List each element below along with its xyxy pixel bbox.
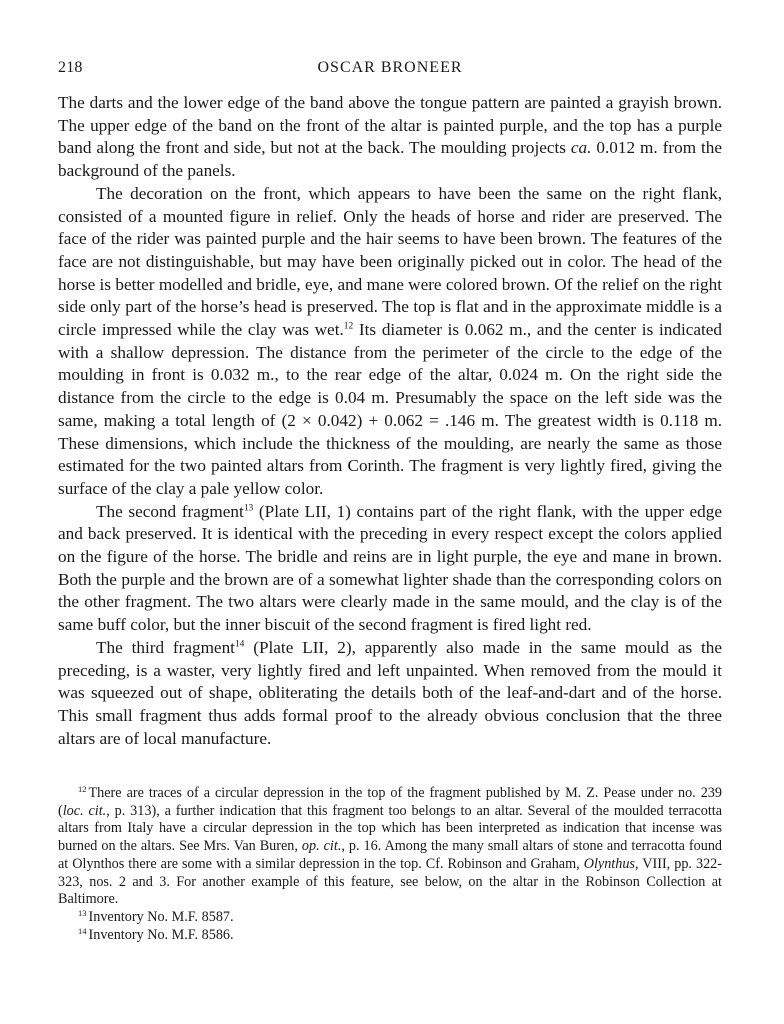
text-run: , VIII, pp. 322-323, nos. 2 and 3. For another example of this feature, see below, on the altar in the Robinson Collection at Baltimore. (58, 855, 722, 908)
text-run: Its diameter is 0.062 m., and the center is indicated with a shallow depression. The distance from the perimeter of the circle to the edge of the moulding in front is 0.032 m., to the rear edge of the altar, 0.024 m. On the right side the distance from the circle to the edge is 0.04 m. Presumably the space on the left side was the same, making a total length of (2 × 0.042) + 0.062 = .146 m. The greatest width is 0.118 m. These dimensions, which include the thickness of the moulding, are nearly the same as those estimated for the two painted altars from Corinth. The fragment is very lightly fired, giving the surface of the clay a pale yellow color. (58, 320, 722, 498)
paragraph (58, 92, 722, 183)
text-run: There are traces of a circular depression in the top of the fragment published by M. Z. Pease under no. 239 ( (58, 785, 722, 819)
paragraph (58, 183, 722, 501)
text-run: Inventory No. M.F. 8586. (88, 926, 234, 943)
text-run: , p. 16. Among the many small altars of stone and terracotta found at Olynthos there are some with a similar depression in the top. Cf. Robinson and Graham, (58, 838, 723, 872)
footnote-reference: 14 (234, 639, 245, 650)
footnote-marker: 13 (78, 908, 87, 919)
footnote-marker: 12 (78, 784, 87, 795)
text-run: The darts and the lower edge of the band above the tongue pattern are painted a grayish brown. The upper edge of the band on the front of the altar is painted purple, and the top has a purple band along the front and side, but not at the back. The moulding projects (58, 93, 722, 158)
text-run: , p. 313), a further indication that this fragment too belongs to an altar. Several of the moulded terracotta altars from Italy have a circular depression in the top which has been interpreted as indication that incense was burned on the altars. See Mrs. Van Buren, (58, 802, 722, 855)
paragraph (58, 637, 722, 751)
text-run: The second fragment (96, 501, 244, 521)
footnote-reference: 13 (243, 503, 254, 514)
italic-text: op. cit. (301, 838, 342, 855)
footnote (58, 785, 722, 909)
text-run: The third fragment (96, 637, 235, 657)
footnote (58, 909, 722, 927)
page-number: 218 (58, 59, 83, 76)
italic-text: loc. cit. (62, 802, 107, 819)
text-run: The decoration on the front, which appears to have been the same on the right flank, consisted of a mounted figure in relief. Only the heads of horse and rider are preserved. The face of the rider was painted purple and the hair seems to have been brown. The features of the face are not distinguishable, but may have been originally picked out in color. The head of the horse is better modelled and bridle, eye, and mane were colored brown. Of the relief on the right side only part of the horse’s head is preserved. The top is flat and in the approximate middle is a circle impressed while the clay was wet. (58, 183, 722, 340)
text-run: (Plate LII, 2), apparently also made in the same mould as the preceding, is a waster, very lightly fired and left unpainted. When removed from the mould it was squeezed out of shape, obliterating the details both of the leaf-and-dart and of the horse. This small fragment thus adds formal proof to the already obvious conclusion that the three altars are of local manufacture. (58, 637, 722, 748)
body-text (58, 92, 722, 750)
italic-text: ca. (570, 138, 592, 158)
footnote (58, 927, 722, 945)
page-header (58, 59, 722, 79)
italic-text: Olynthus (583, 855, 635, 872)
footnote-reference: 12 (343, 321, 354, 332)
footnotes (58, 785, 722, 944)
text-run: 0.012 m. from the background of the panels. (58, 138, 723, 181)
text-run: (Plate LII, 1) contains part of the right flank, with the upper edge and back preserved. It is identical with the preceding in every respect except the colors applied on the figure of the horse. The bridle and reins are in light purple, the eye and mane in brown. Both the purple and the brown are of a somewhat lighter shade than the corresponding colors on the other fragment. The two altars were clearly made in the same mould, and the clay is of the same buff color, but the inner biscuit of the second fragment is fired light red. (58, 501, 722, 635)
footnote-marker: 14 (78, 925, 87, 936)
paragraph (58, 501, 722, 637)
running-title: OSCAR BRONEER (317, 59, 463, 76)
text-run: Inventory No. M.F. 8587. (88, 908, 234, 925)
